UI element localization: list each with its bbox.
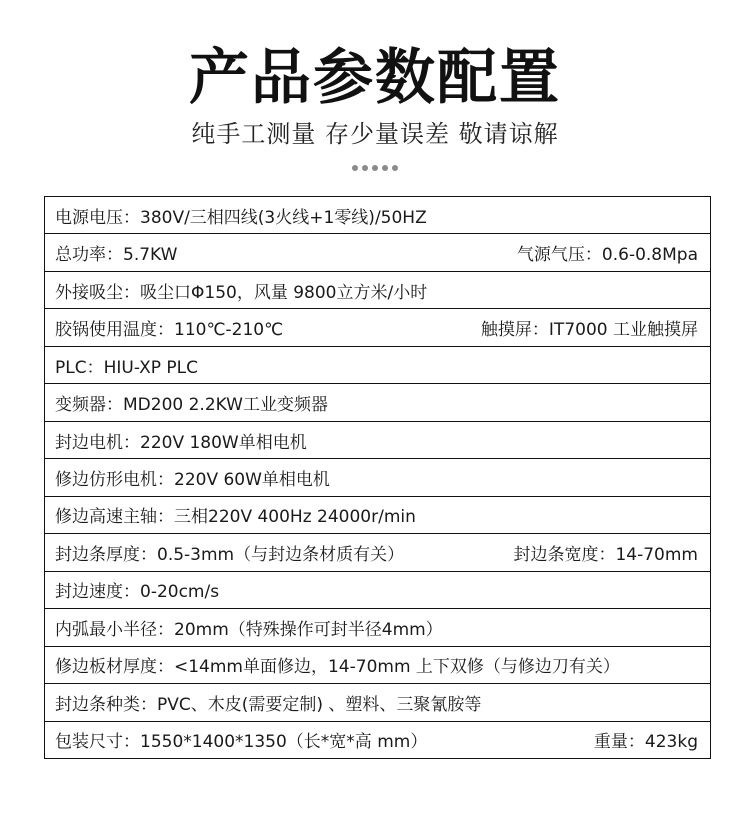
spec-row (45, 384, 710, 421)
decorative-dots (0, 156, 750, 175)
dot-icon (382, 165, 388, 171)
spec-left: 封边条种类：PVC、木皮(需要定制) 、塑料、三聚氰胺等 (55, 694, 482, 715)
spec-left: 修边仿形电机：220V 60W单相电机 (55, 470, 330, 491)
spec-row (45, 647, 710, 684)
spec-left: 修边板材厚度：<14mm单面修边，14-70mm 上下双修（与修边刀有关） (55, 657, 620, 678)
spec-right: 触摸屏：IT7000 工业触摸屏 (480, 320, 698, 341)
spec-table (44, 196, 711, 759)
spec-row (45, 197, 710, 234)
spec-row (45, 234, 710, 271)
spec-row (45, 459, 710, 496)
spec-row (45, 309, 710, 346)
spec-left: 外接吸尘：吸尘口Φ150，风量 9800立方米/小时 (55, 282, 428, 303)
page-title: 产品参数配置 (189, 43, 561, 113)
spec-row (45, 572, 710, 609)
dot-icon (362, 165, 368, 171)
spec-row (45, 722, 710, 758)
spec-left: 电源电压：380V/三相四线(3火线+1零线)/50HZ (55, 207, 427, 228)
spec-row (45, 347, 710, 384)
spec-row (45, 497, 710, 534)
spec-right: 封边条宽度：14-70mm (513, 544, 698, 565)
spec-left: 封边条厚度：0.5-3mm（与封边条材质有关） (55, 544, 405, 565)
spec-right: 气源气压：0.6-0.8Mpa (516, 245, 698, 266)
spec-row (45, 684, 710, 721)
spec-left: 修边高速主轴：三相220V 400Hz 24000r/min (55, 507, 416, 528)
spec-row (45, 609, 710, 646)
spec-left: 总功率：5.7KW (55, 245, 178, 266)
spec-left: 内弧最小半径：20mm（特殊操作可封半径4mm） (55, 619, 443, 640)
spec-left: 封边速度：0-20cm/s (55, 582, 220, 603)
dot-icon (352, 165, 358, 171)
spec-row (45, 272, 710, 309)
spec-left: 封边电机：220V 180W单相电机 (55, 432, 307, 453)
page-subtitle: 纯手工测量 存少量误差 敬请谅解 (191, 120, 559, 148)
spec-left: 变频器：MD200 2.2KW工业变频器 (55, 395, 328, 416)
spec-row (45, 534, 710, 571)
spec-left: 包装尺寸：1550*1400*1350（长*宽*高 mm） (55, 732, 428, 753)
dot-icon (392, 165, 398, 171)
spec-left: PLC：HIU-XP PLC (55, 357, 199, 378)
dot-icon (372, 165, 378, 171)
spec-right: 重量：423kg (593, 732, 698, 753)
spec-row (45, 422, 710, 459)
spec-left: 胶锅使用温度：110℃-210℃ (55, 320, 284, 341)
